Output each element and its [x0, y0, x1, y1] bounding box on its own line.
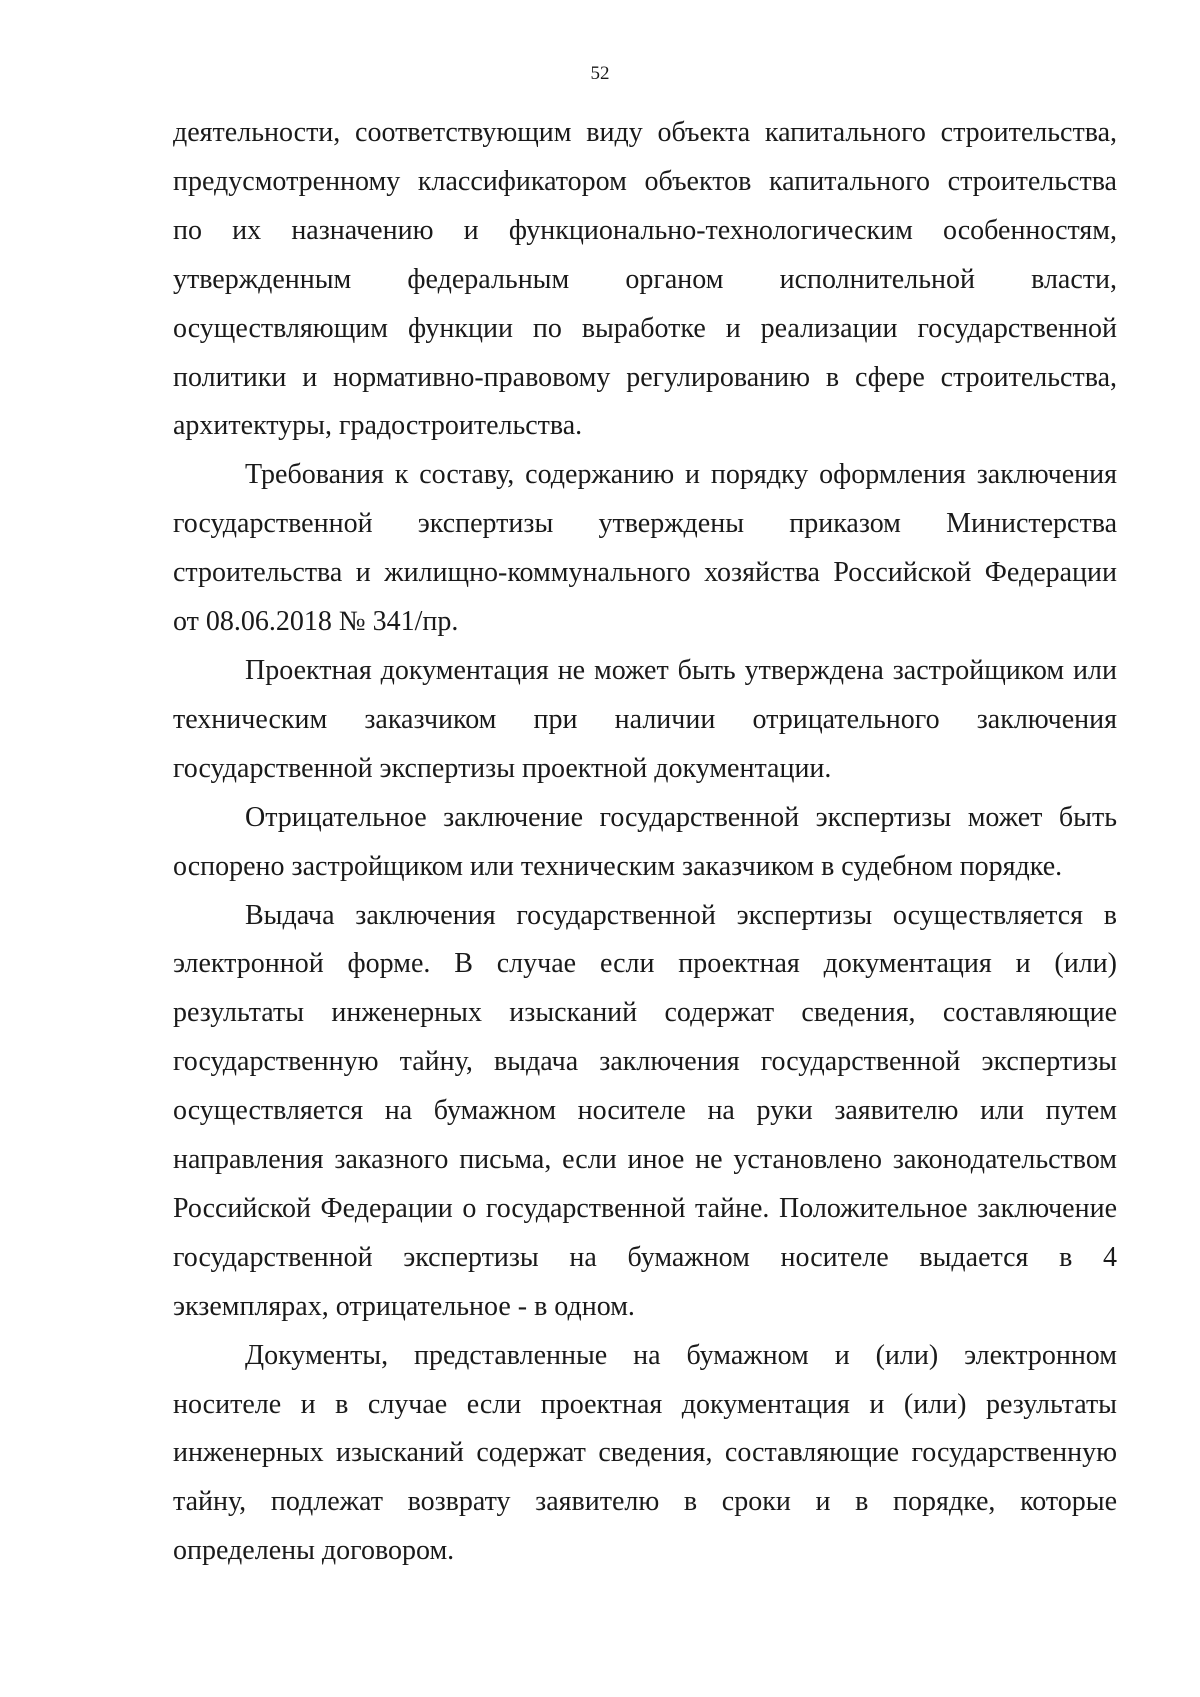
text-line: оспорено застройщиком или техническим заказчиком в судебном порядке. — [173, 850, 1063, 882]
text-line: определены договором. — [173, 1535, 455, 1567]
text-line: инженерных изысканий содержат сведения, составляющие государственную — [173, 1437, 1117, 1469]
text-line: электронной форме. В случае если проектная документация и (или) — [173, 948, 1117, 980]
text-line: Документы, представленные на бумажном и (или) электронном — [245, 1339, 1117, 1371]
text-line: от 08.06.2018 № 341/пр. — [173, 606, 459, 638]
text-line: государственной экспертизы на бумажном носителе выдается в 4 — [173, 1241, 1117, 1273]
text-line: Российской Федерации о государственной тайне. Положительное заключение — [173, 1192, 1117, 1224]
paragraph-1 — [173, 109, 1117, 451]
text-line: предусмотренному классификатором объектов капитального строительства — [173, 165, 1117, 197]
text-line: Отрицательное заключение государственной экспертизы может быть — [245, 801, 1117, 833]
text-line: экземплярах, отрицательное - в одном. — [173, 1290, 635, 1322]
text-line: по их назначению и функционально-технологическим особенностям, — [173, 214, 1117, 246]
text-line: архитектуры, градостроительства. — [173, 410, 583, 442]
document-body — [173, 109, 1117, 1576]
text-line: техническим заказчиком при наличии отрицательного заключения — [173, 703, 1117, 735]
text-line: носителе и в случае если проектная документация и (или) результаты — [173, 1388, 1117, 1420]
paragraph-6 — [173, 1332, 1117, 1577]
text-line: государственной экспертизы утверждены приказом Министерства — [173, 508, 1117, 540]
text-line: государственной экспертизы проектной документации. — [173, 752, 832, 784]
text-line: Требования к составу, содержанию и порядку оформления заключения — [245, 459, 1117, 491]
text-line: направления заказного письма, если иное не установлено законодательством — [173, 1144, 1117, 1176]
text-line: строительства и жилищно-коммунального хозяйства Российской Федерации — [173, 557, 1117, 589]
text-line: осуществляющим функции по выработке и реализации государственной — [173, 312, 1117, 344]
page-number: 52 — [590, 63, 610, 84]
text-line: государственную тайну, выдача заключения государственной экспертизы — [173, 1046, 1117, 1078]
paragraph-2 — [173, 451, 1117, 647]
text-line: результаты инженерных изысканий содержат сведения, составляющие — [173, 997, 1117, 1029]
paragraph-3 — [173, 647, 1117, 794]
paragraph-5 — [173, 892, 1117, 1332]
text-line: Проектная документация не может быть утверждена застройщиком или — [245, 654, 1117, 686]
paragraph-4 — [173, 794, 1117, 892]
text-line: тайну, подлежат возврату заявителю в сроки и в порядке, которые — [173, 1486, 1117, 1518]
text-line: Выдача заключения государственной экспертизы осуществляется в — [245, 899, 1117, 931]
text-line: утвержденным федеральным органом исполнительной власти, — [173, 263, 1117, 295]
text-line: деятельности, соответствующим виду объекта капитального строительства, — [173, 117, 1117, 148]
text-line: политики и нормативно-правовому регулированию в сфере строительства, — [173, 361, 1117, 393]
text-line: осуществляется на бумажном носителе на руки заявителю или путем — [173, 1095, 1117, 1127]
